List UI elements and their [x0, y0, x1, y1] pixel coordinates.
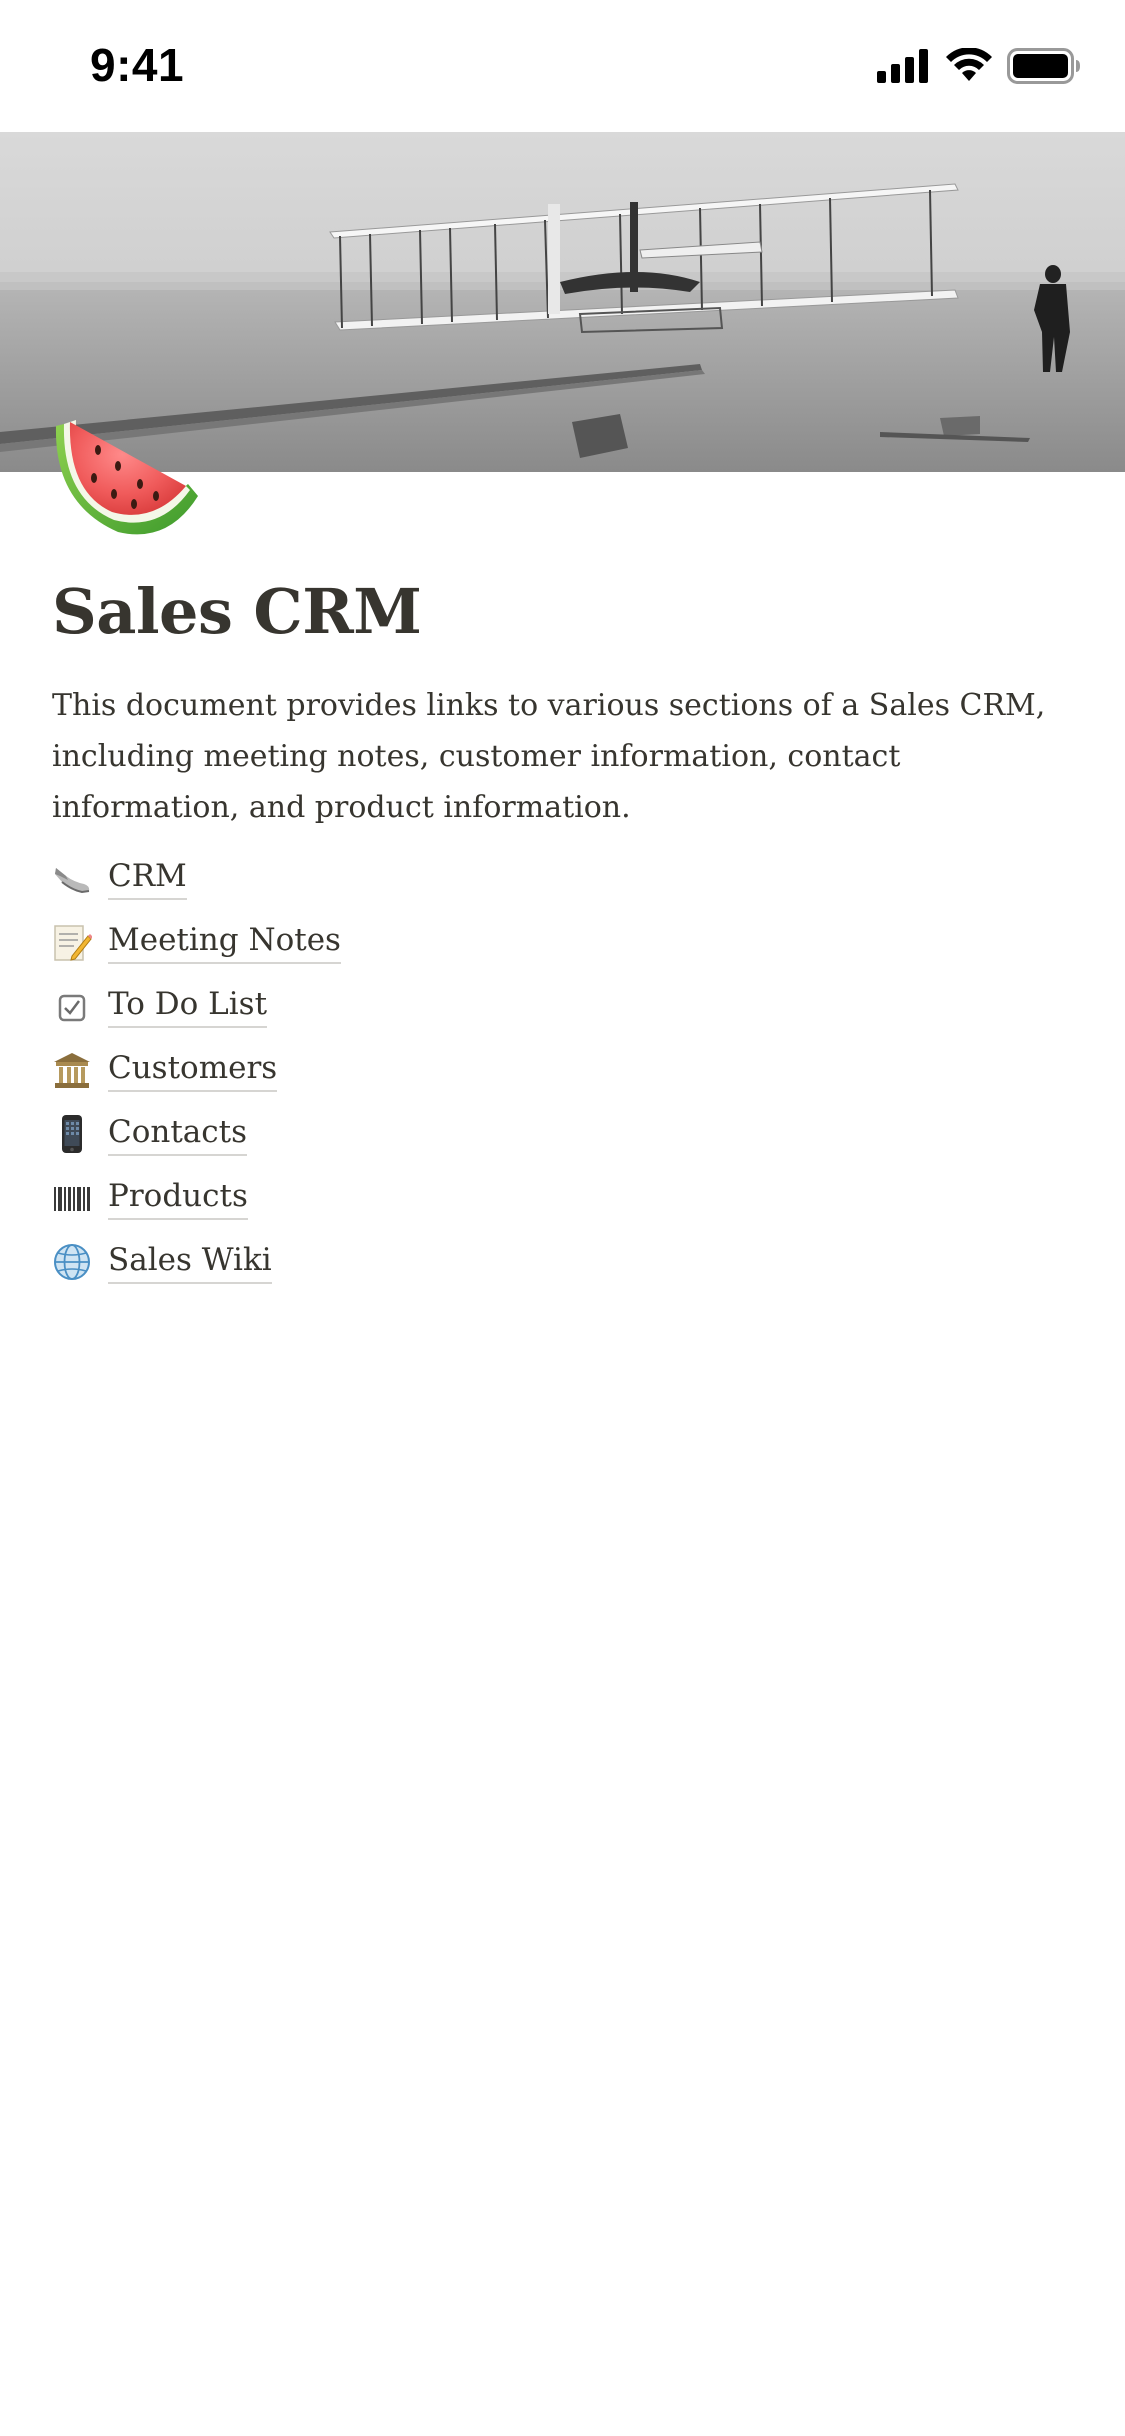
memo-icon	[52, 922, 92, 962]
list-item[interactable]	[52, 1038, 341, 1102]
bank-building-icon	[52, 1050, 92, 1090]
link-to-do-list[interactable]: To Do List	[108, 984, 267, 1028]
page-description[interactable]: This document provides links to various sections of a Sales CRM, including meeting notes, customer information, contact information, and product information.	[52, 688, 1046, 825]
mobile-phone-icon	[52, 1114, 92, 1154]
checkbox-icon	[52, 986, 92, 1026]
link-crm[interactable]: CRM	[108, 856, 187, 900]
link-sales-wiki[interactable]: Sales Wiki	[108, 1240, 272, 1284]
battery-icon	[1007, 48, 1081, 88]
barcode-icon	[52, 1178, 92, 1218]
shoe-icon	[52, 858, 92, 898]
status-icons	[877, 48, 1081, 88]
watermelon-icon[interactable]	[48, 404, 208, 540]
link-list	[52, 846, 341, 1294]
globe-icon	[52, 1242, 92, 1282]
list-item[interactable]	[52, 910, 341, 974]
link-meeting-notes[interactable]: Meeting Notes	[108, 920, 341, 964]
list-item[interactable]	[52, 846, 341, 910]
cellular-signal-icon	[877, 49, 931, 87]
link-contacts[interactable]: Contacts	[108, 1112, 247, 1156]
list-item[interactable]	[52, 974, 341, 1038]
link-products[interactable]: Products	[108, 1176, 248, 1220]
list-item[interactable]	[52, 1230, 341, 1294]
status-time: 9:41	[90, 39, 185, 91]
list-item[interactable]	[52, 1166, 341, 1230]
link-customers[interactable]: Customers	[108, 1048, 277, 1092]
list-item[interactable]	[52, 1102, 341, 1166]
status-bar	[0, 0, 1125, 132]
page-title[interactable]: Sales CRM	[52, 575, 422, 648]
wifi-icon	[945, 48, 993, 88]
